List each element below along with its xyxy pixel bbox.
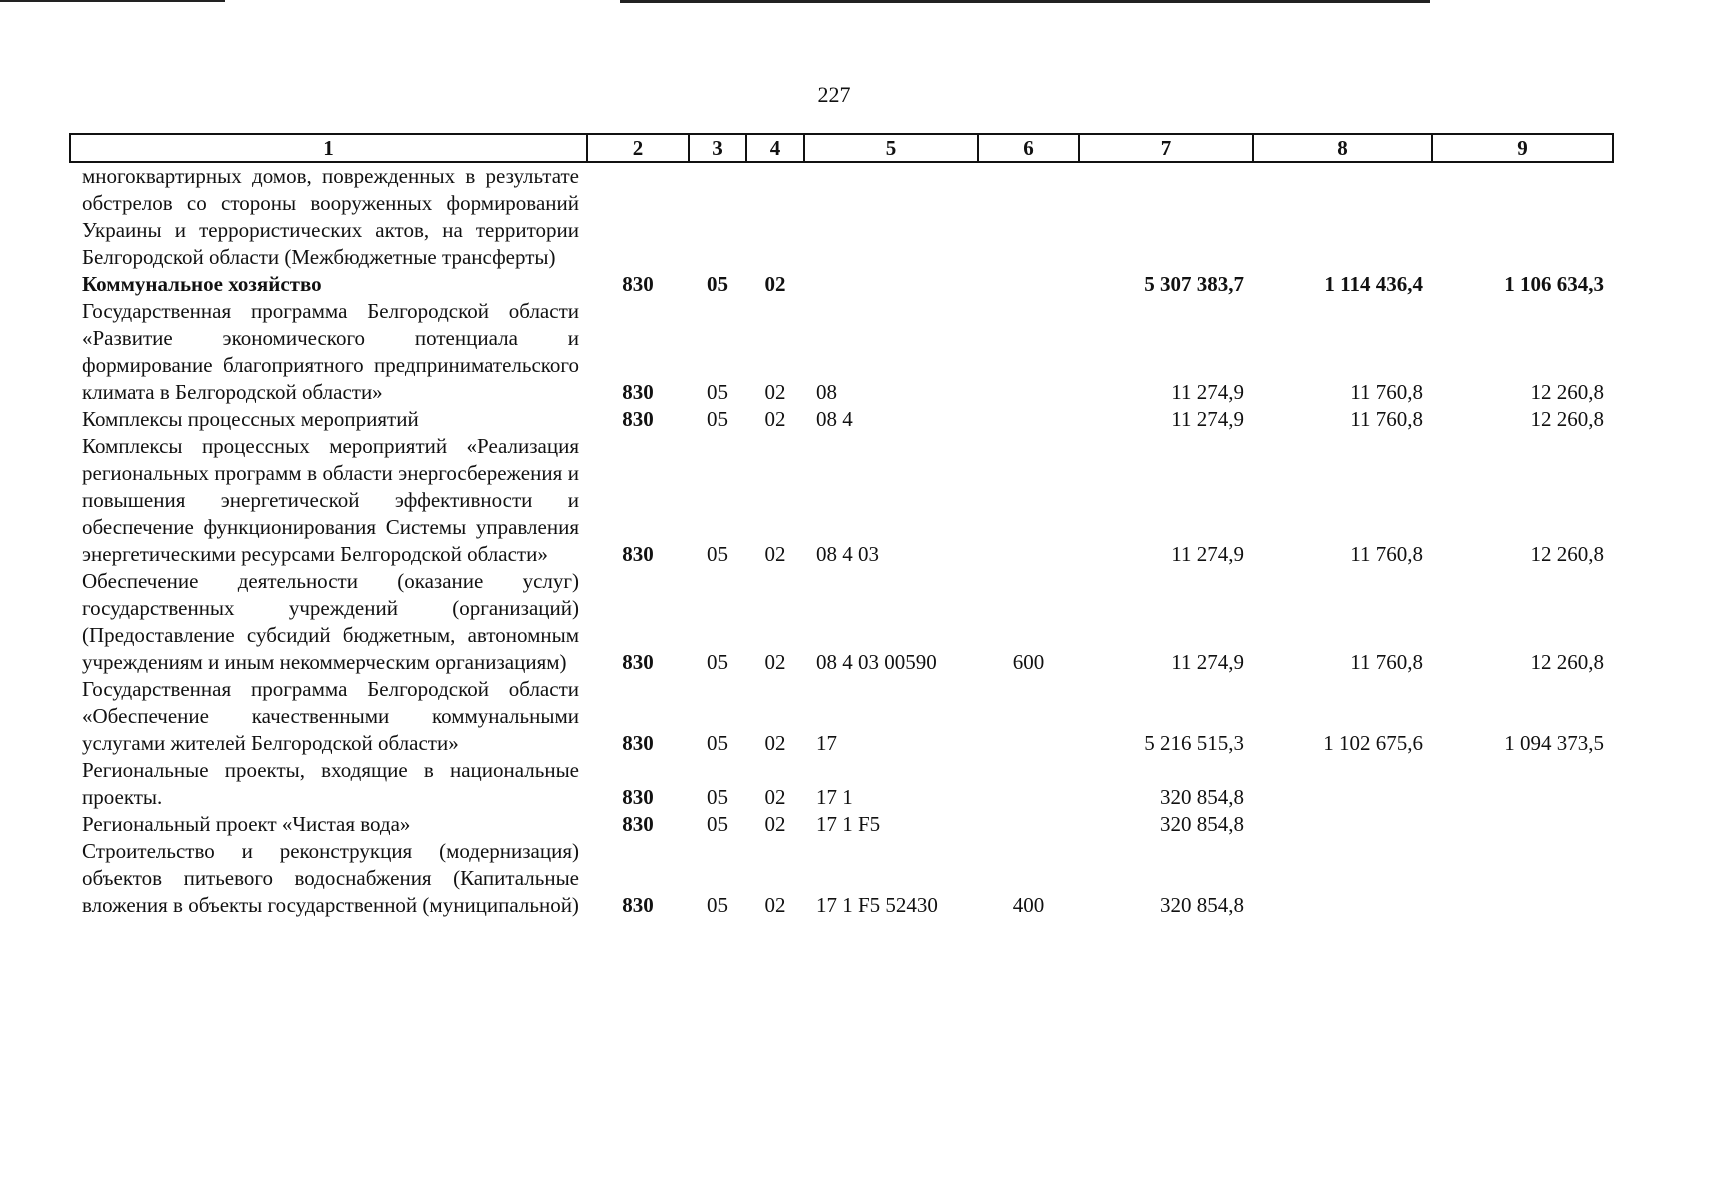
table-row bbox=[70, 298, 1613, 406]
target-article-code: 08 4 03 bbox=[816, 542, 879, 566]
section-code: 05 bbox=[707, 650, 728, 674]
header-col-7: 7 bbox=[1079, 134, 1253, 162]
amount-col-8 bbox=[1253, 811, 1432, 838]
table-row bbox=[70, 757, 1613, 811]
row-description: многоквартирных домов, поврежденных в результате обстрелов со стороны вооруженных формирований Украины и террористических актов, на территории Белгородской области (Межбюджетные трансферты) bbox=[82, 164, 579, 269]
section-code: 05 bbox=[707, 380, 728, 404]
amount-col-7 bbox=[1079, 162, 1253, 271]
section-code: 05 bbox=[707, 407, 728, 431]
amount-col-9: 12 260,8 bbox=[1530, 650, 1604, 674]
header-col-2: 2 bbox=[587, 134, 689, 162]
amount-col-8: 11 760,8 bbox=[1350, 380, 1423, 404]
amount-col-7: 320 854,8 bbox=[1160, 812, 1244, 836]
amount-col-9 bbox=[1432, 811, 1613, 838]
section-code bbox=[689, 162, 746, 271]
table-row bbox=[70, 406, 1613, 433]
table-row bbox=[70, 271, 1613, 298]
amount-col-9 bbox=[1432, 162, 1613, 271]
page-number: 227 bbox=[817, 82, 851, 107]
ministry-code: 830 bbox=[622, 542, 654, 566]
target-article-code: 17 1 bbox=[816, 785, 853, 809]
amount-col-8 bbox=[1253, 757, 1432, 811]
target-article-code: 08 4 bbox=[816, 407, 853, 431]
amount-col-8: 1 102 675,6 bbox=[1323, 731, 1423, 755]
subsection-code bbox=[746, 162, 804, 271]
amount-col-7: 11 274,9 bbox=[1171, 650, 1244, 674]
ministry-code: 830 bbox=[622, 893, 654, 917]
subsection-code: 02 bbox=[764, 812, 786, 836]
expense-type-code: 400 bbox=[1012, 893, 1045, 917]
subsection-code: 02 bbox=[764, 380, 786, 404]
table-body bbox=[70, 162, 1613, 919]
amount-col-7: 320 854,8 bbox=[1160, 893, 1244, 917]
subsection-code: 02 bbox=[764, 785, 786, 809]
row-description: Коммунальное хозяйство bbox=[82, 272, 322, 296]
ministry-code: 830 bbox=[622, 650, 654, 674]
header-col-1: 1 bbox=[70, 134, 587, 162]
amount-col-7: 11 274,9 bbox=[1171, 542, 1244, 566]
amount-col-9: 1 106 634,3 bbox=[1504, 272, 1604, 296]
target-article-code bbox=[804, 162, 978, 271]
target-article-code: 08 bbox=[816, 380, 837, 404]
subsection-code: 02 bbox=[764, 407, 786, 431]
target-article-code: 17 bbox=[816, 731, 837, 755]
table-row bbox=[70, 568, 1613, 676]
header-col-4: 4 bbox=[746, 134, 804, 162]
row-description: Региональный проект «Чистая вода» bbox=[82, 812, 411, 836]
row-description: Региональные проекты, входящие в национальные проекты. bbox=[82, 758, 579, 809]
amount-col-8: 1 114 436,4 bbox=[1324, 272, 1423, 296]
expense-type-code bbox=[978, 162, 1079, 271]
table-header-row bbox=[70, 134, 1613, 162]
amount-col-7: 5 216 515,3 bbox=[1144, 731, 1244, 755]
subsection-code: 02 bbox=[764, 542, 786, 566]
table-row bbox=[70, 162, 1613, 271]
amount-col-9: 12 260,8 bbox=[1530, 407, 1604, 431]
amount-col-7: 320 854,8 bbox=[1160, 785, 1244, 809]
row-description: Комплексы процессных мероприятий «Реализация региональных программ в области энергосбережения и повышения энергетической эффективности и обеспечение функционирования Системы управления энергетическими ресурсами Белгородской области» bbox=[82, 434, 579, 566]
expense-type-code bbox=[978, 811, 1079, 838]
budget-table bbox=[69, 133, 1614, 919]
expense-type-code: 600 bbox=[1012, 650, 1045, 674]
header-col-9: 9 bbox=[1432, 134, 1613, 162]
expense-type-code bbox=[978, 271, 1079, 298]
section-code: 05 bbox=[707, 272, 728, 296]
amount-col-8 bbox=[1253, 162, 1432, 271]
amount-col-9: 12 260,8 bbox=[1530, 542, 1604, 566]
amount-col-9 bbox=[1432, 838, 1613, 919]
ministry-code: 830 bbox=[622, 731, 654, 755]
section-code: 05 bbox=[707, 812, 728, 836]
amount-col-8: 11 760,8 bbox=[1350, 650, 1423, 674]
header-col-5: 5 bbox=[804, 134, 978, 162]
amount-col-9: 12 260,8 bbox=[1530, 380, 1604, 404]
subsection-code: 02 bbox=[764, 650, 786, 674]
ministry-code: 830 bbox=[622, 407, 654, 431]
header-col-6: 6 bbox=[978, 134, 1079, 162]
row-description: Строительство и реконструкция (модернизация) объектов питьевого водоснабжения (Капитальные вложения в объекты государственной (муниципальной) bbox=[82, 839, 579, 917]
target-article-code: 17 1 F5 bbox=[816, 812, 881, 836]
header-col-3: 3 bbox=[689, 134, 746, 162]
row-description: Обеспечение деятельности (оказание услуг) государственных учреждений (организаций) (Предоставление субсидий бюджетным, автономным учреждениям и иным некоммерческим организациям) bbox=[82, 569, 579, 674]
expense-type-code bbox=[978, 298, 1079, 406]
section-code: 05 bbox=[707, 893, 728, 917]
target-article-code: 17 1 F5 52430 bbox=[816, 893, 938, 917]
row-description: Комплексы процессных мероприятий bbox=[82, 407, 419, 431]
table-row bbox=[70, 433, 1613, 568]
subsection-code: 02 bbox=[764, 272, 786, 296]
table-row bbox=[70, 676, 1613, 757]
amount-col-8: 11 760,8 bbox=[1350, 542, 1423, 566]
expense-type-code bbox=[978, 406, 1079, 433]
section-code: 05 bbox=[707, 731, 728, 755]
amount-col-9 bbox=[1432, 757, 1613, 811]
ministry-code: 830 bbox=[622, 785, 654, 809]
row-description: Государственная программа Белгородской области «Развитие экономического потенциала и формирование благоприятного предпринимательского климата в Белгородской области» bbox=[82, 299, 579, 404]
table-row bbox=[70, 811, 1613, 838]
scan-edge-line-right bbox=[620, 0, 1430, 3]
table-row bbox=[70, 838, 1613, 919]
target-article-code: 08 4 03 00590 bbox=[816, 650, 937, 674]
expense-type-code bbox=[978, 433, 1079, 568]
ministry-code bbox=[587, 162, 689, 271]
expense-type-code bbox=[978, 757, 1079, 811]
subsection-code: 02 bbox=[764, 731, 786, 755]
scan-edge-line-left bbox=[0, 0, 225, 2]
ministry-code: 830 bbox=[622, 272, 654, 296]
ministry-code: 830 bbox=[622, 812, 654, 836]
amount-col-7: 11 274,9 bbox=[1171, 407, 1244, 431]
amount-col-8: 11 760,8 bbox=[1350, 407, 1423, 431]
ministry-code: 830 bbox=[622, 380, 654, 404]
amount-col-7: 11 274,9 bbox=[1171, 380, 1244, 404]
section-code: 05 bbox=[707, 785, 728, 809]
subsection-code: 02 bbox=[764, 893, 786, 917]
amount-col-7: 5 307 383,7 bbox=[1144, 272, 1244, 296]
expense-type-code bbox=[978, 676, 1079, 757]
target-article-code bbox=[804, 271, 978, 298]
section-code: 05 bbox=[707, 542, 728, 566]
amount-col-9: 1 094 373,5 bbox=[1504, 731, 1604, 755]
header-col-8: 8 bbox=[1253, 134, 1432, 162]
amount-col-8 bbox=[1253, 838, 1432, 919]
row-description: Государственная программа Белгородской области «Обеспечение качественными коммунальными услугами жителей Белгородской области» bbox=[82, 677, 579, 755]
